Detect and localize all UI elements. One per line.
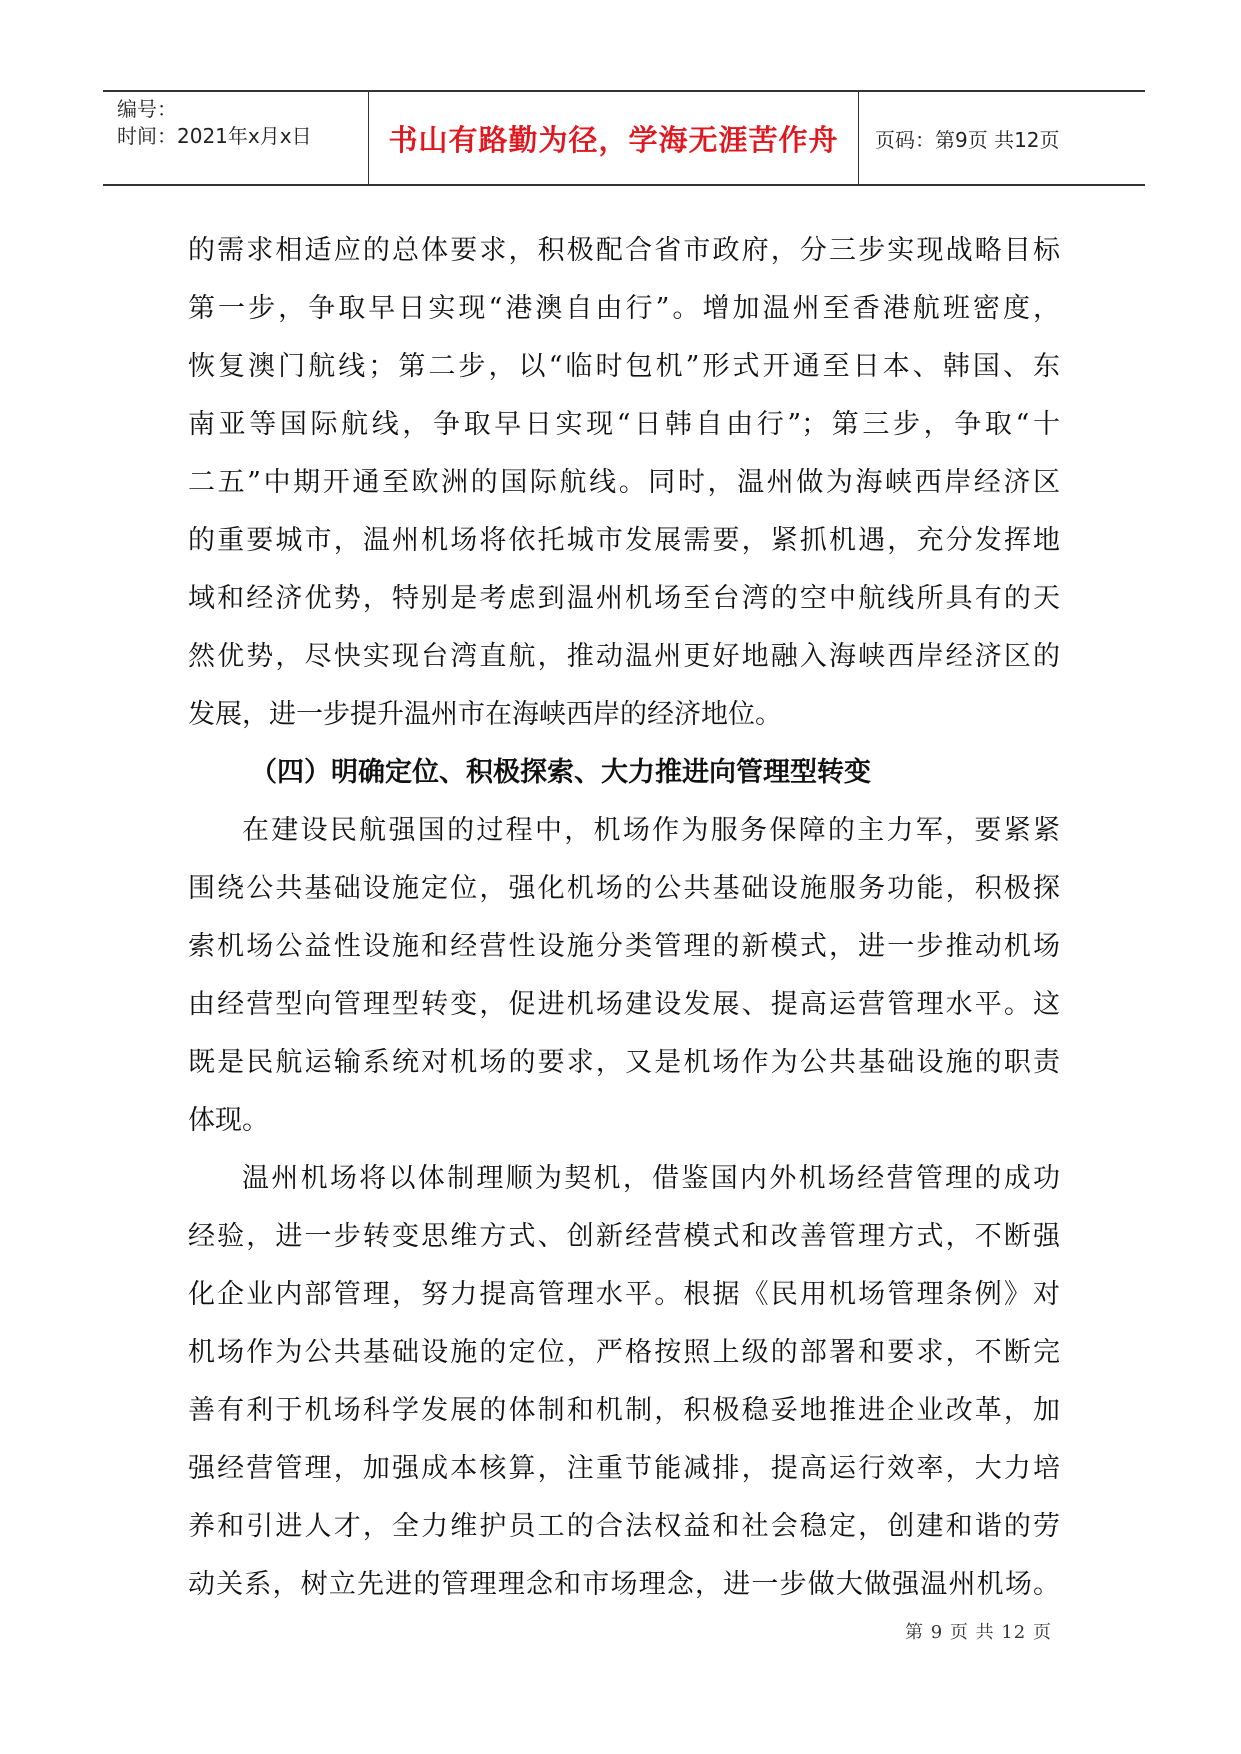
body-line: 恢复澳门航线；第二步，以“临时包机”形式开通至日本、韩国、东 <box>188 351 1060 382</box>
header-page-label: 页码：第9页 共12页 <box>875 127 1060 152</box>
body-line: 既是民航运输系统对机场的要求，又是机场作为公共基础设施的职责 <box>188 1047 1060 1078</box>
body-line: 域和经济优势，特别是考虑到温州机场至台湾的空中航线所具有的天 <box>188 583 1060 614</box>
document-time-label: 时间：2021年x月x日 <box>117 124 312 148</box>
header-motto: 书山有路勤为径，学海无涯苦作舟 <box>388 122 839 157</box>
header-meta <box>117 96 312 150</box>
body-line: 动关系，树立先进的管理理念和市场理念，进一步做大做强温州机场。 <box>188 1569 1060 1600</box>
body-line: 南亚等国际航线，争取早日实现“日韩自由行”；第三步，争取“十 <box>188 409 1060 440</box>
body-line: 养和引进人才，全力维护员工的合法权益和社会稳定，创建和谐的劳 <box>188 1511 1060 1542</box>
body-line: 在建设民航强国的过程中，机场作为服务保障的主力军，要紧紧 <box>242 815 1060 846</box>
body-line: 体现。 <box>188 1105 269 1136</box>
body-line: 索机场公益性设施和经营性设施分类管理的新模式，进一步推动机场 <box>188 931 1060 962</box>
body-line: 经验，进一步转变思维方式、创新经营模式和改善管理方式，不断强 <box>188 1221 1060 1252</box>
body-line: 的重要城市，温州机场将依托城市发展需要，紧抓机遇，充分发挥地 <box>188 525 1060 556</box>
body-line: 化企业内部管理，努力提高管理水平。根据《民用机场管理条例》对 <box>188 1279 1060 1310</box>
body-line: 然优势，尽快实现台湾直航，推动温州更好地融入海峡西岸经济区的 <box>188 641 1060 672</box>
section-heading: （四）明确定位、积极探索、大力推进向管理型转变 <box>250 757 871 788</box>
body-line: 机场作为公共基础设施的定位，严格按照上级的部署和要求，不断完 <box>188 1337 1060 1368</box>
header-divider <box>858 92 859 184</box>
body-line: 由经营型向管理型转变，促进机场建设发展、提高运营管理水平。这 <box>188 989 1060 1020</box>
document-number-label: 编号： <box>117 97 177 121</box>
body-line: 围绕公共基础设施定位，强化机场的公共基础设施服务功能，积极探 <box>188 873 1060 904</box>
page-footer: 第 9 页 共 12 页 <box>905 1622 1052 1643</box>
body-line: 第一步，争取早日实现“港澳自由行”。增加温州至香港航班密度， <box>188 293 1060 324</box>
document-body <box>188 222 1060 1614</box>
body-line: 温州机场将以体制理顺为契机，借鉴国内外机场经营管理的成功 <box>242 1163 1060 1194</box>
body-line: 的需求相适应的总体要求，积极配合省市政府，分三步实现战略目标 <box>188 235 1060 266</box>
body-line: 善有利于机场科学发展的体制和机制，积极稳妥地推进企业改革，加 <box>188 1395 1060 1426</box>
page-header <box>103 90 1145 186</box>
body-line: 二五”中期开通至欧洲的国际航线。同时，温州做为海峡西岸经济区 <box>188 467 1060 498</box>
body-line: 强经营管理，加强成本核算，注重节能减排，提高运行效率，大力培 <box>188 1453 1060 1484</box>
body-line: 发展，进一步提升温州市在海峡西岸的经济地位。 <box>188 699 782 730</box>
